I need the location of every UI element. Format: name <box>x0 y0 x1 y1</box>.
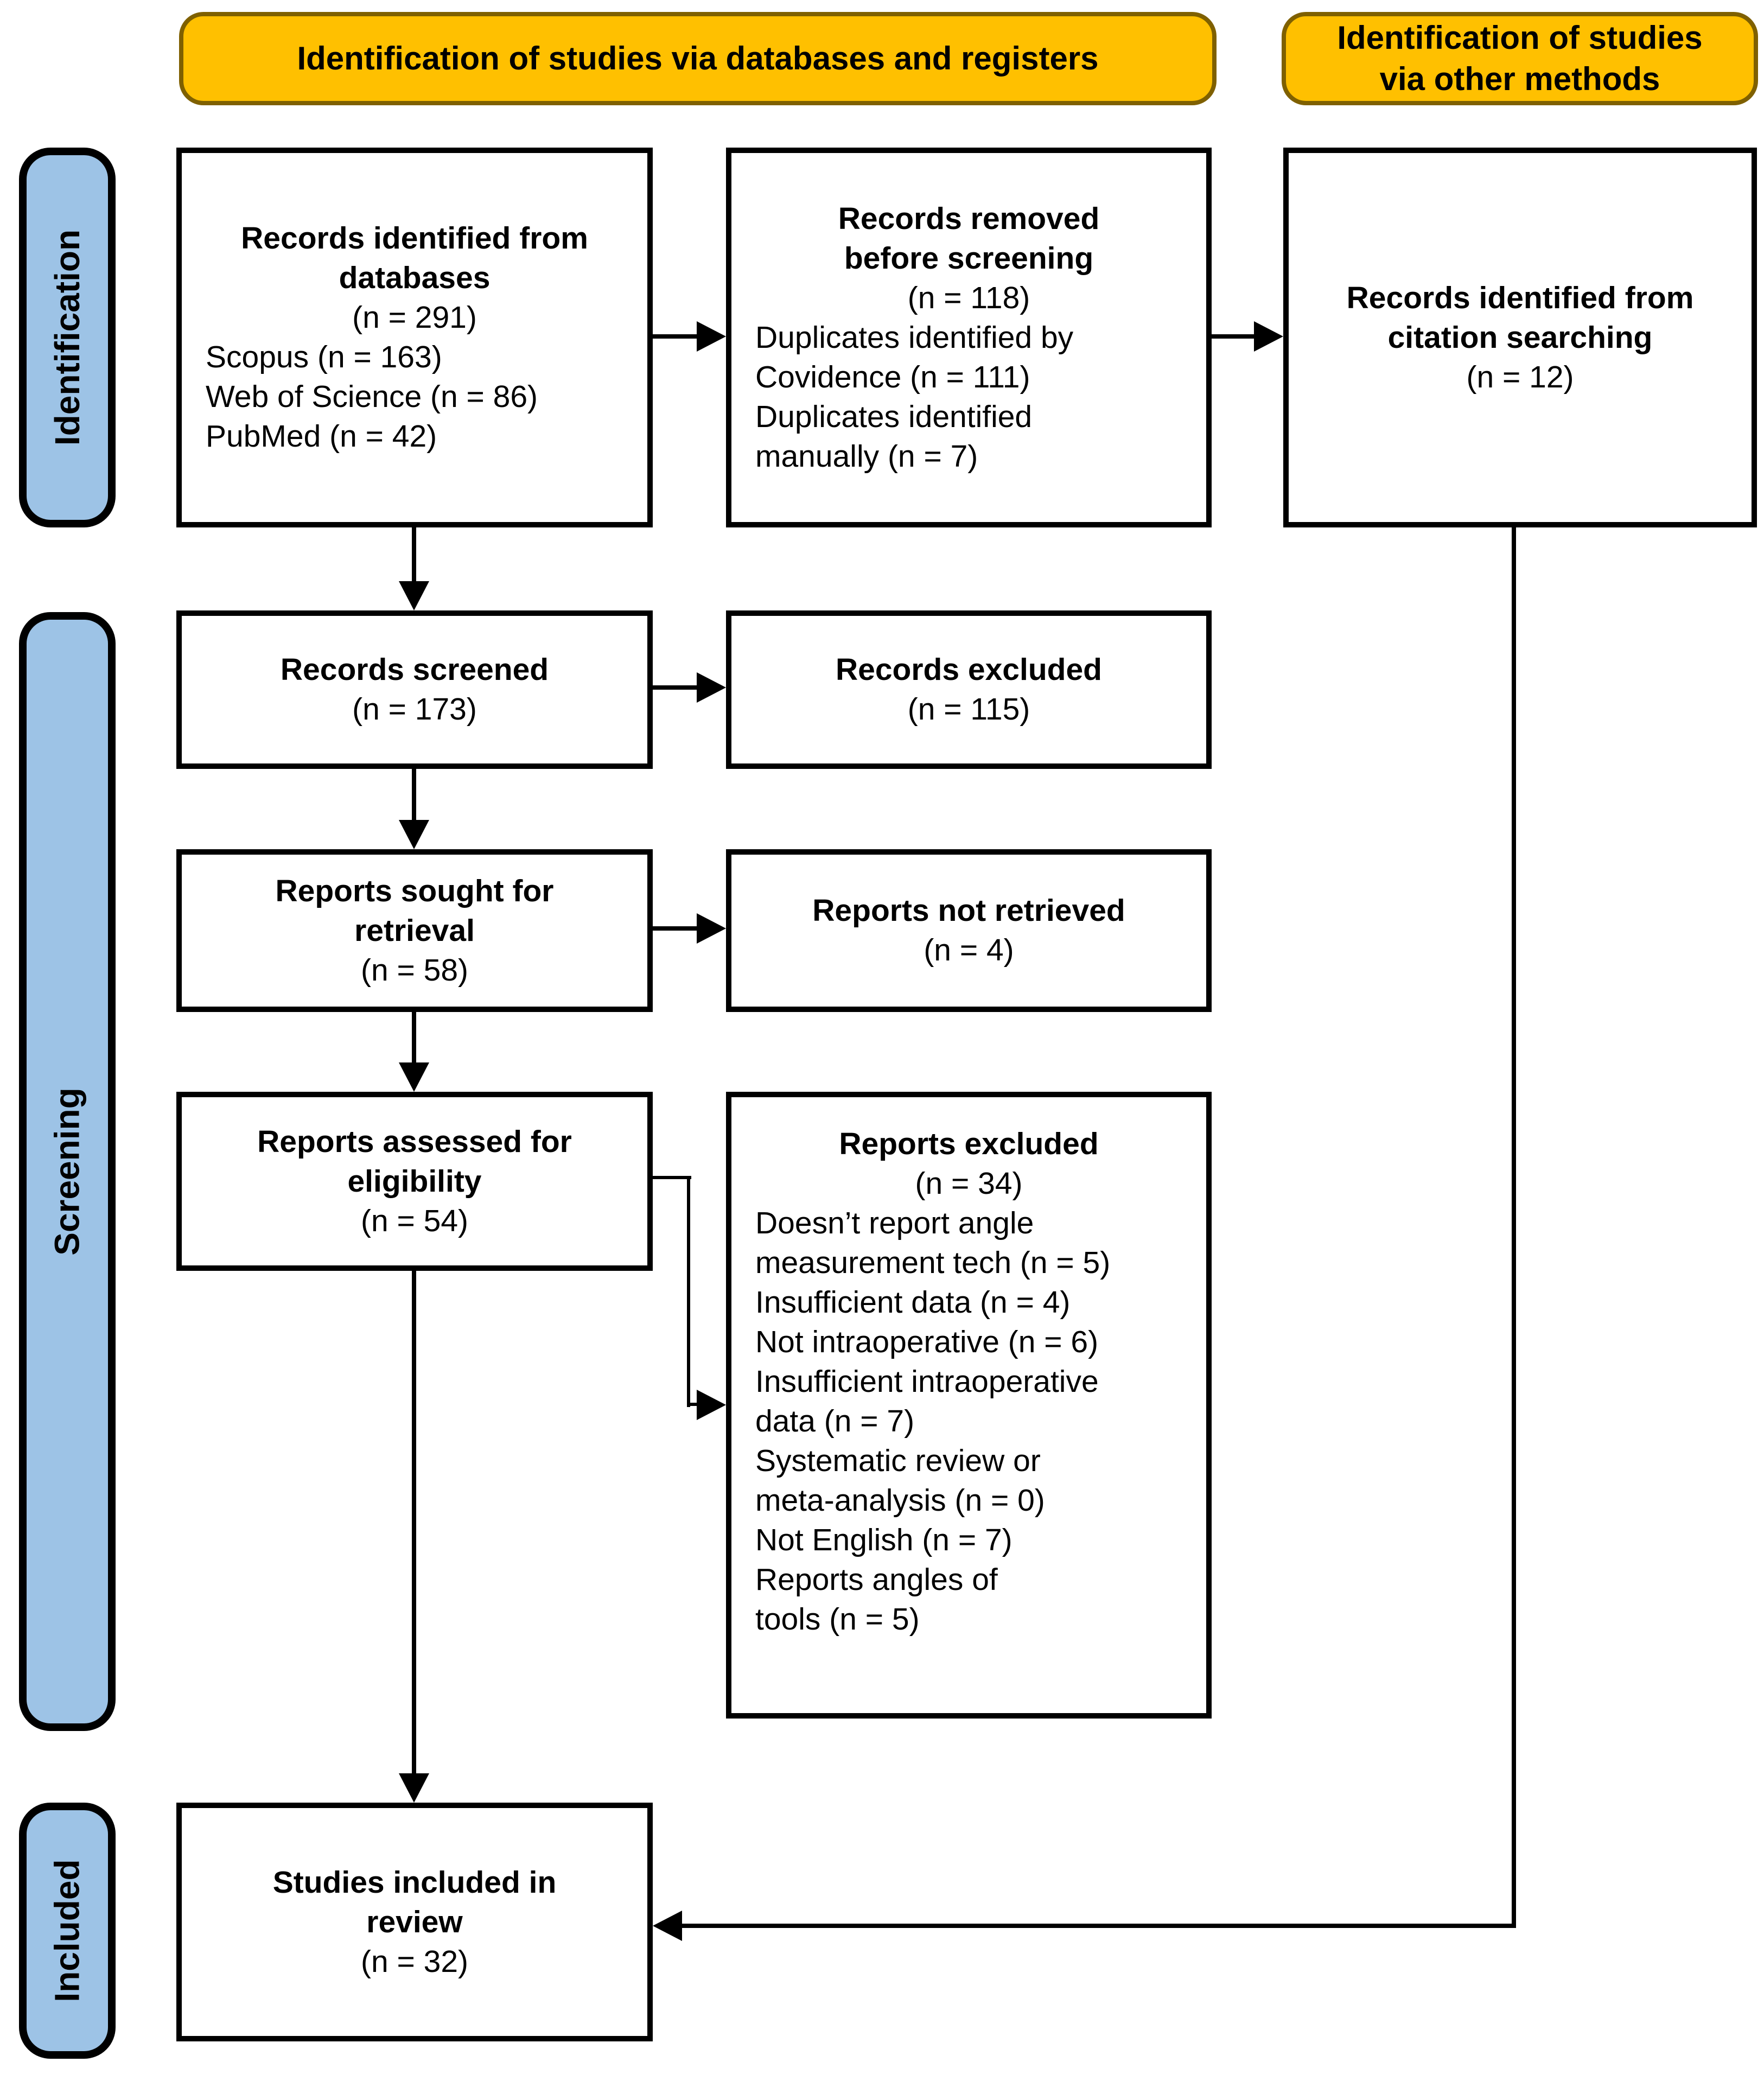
arrowhead-right-icon <box>1254 321 1283 352</box>
box-reports-excluded <box>726 1092 1212 1719</box>
header-text-line: via other methods <box>1379 61 1660 97</box>
connector-assessed-to-included <box>412 1271 416 1778</box>
box-reports-not-retrieved <box>726 849 1212 1012</box>
count-line: (n = 118) <box>907 280 1030 315</box>
box-records-screened <box>176 610 653 769</box>
box-heading: Reports not retrieved <box>812 893 1125 928</box>
text-line: eligibility <box>347 1163 482 1199</box>
text-line: Doesn’t report angle <box>755 1206 1034 1240</box>
count-line: (n = 54) <box>360 1203 469 1238</box>
text-line: Systematic review or <box>755 1443 1041 1478</box>
box-records-excluded <box>726 610 1212 769</box>
text-line: Not intraoperative (n = 6) <box>755 1325 1099 1359</box>
arrowhead-right-icon <box>697 321 726 352</box>
text-line: before screening <box>844 240 1094 276</box>
connector-identified-to-screened <box>412 527 416 586</box>
text-line: Not English (n = 7) <box>755 1523 1012 1557</box>
count-line: (n = 34) <box>915 1166 1023 1201</box>
count-line: (n = 291) <box>352 300 477 335</box>
connector-sought-to-assessed <box>412 1012 416 1068</box>
sidebar-label: Identification <box>48 229 87 446</box>
text-line: meta-analysis (n = 0) <box>755 1483 1045 1518</box>
box-heading <box>182 1863 647 1942</box>
count-line: (n = 115) <box>907 692 1030 727</box>
text-line: Studies included in <box>272 1864 557 1900</box>
text-line: Covidence (n = 111) <box>755 359 1030 394</box>
connector-citation-down <box>1512 527 1516 1928</box>
arrowhead-down-icon <box>399 1773 429 1803</box>
connector-citation-to-included <box>676 1924 1516 1928</box>
text-line: review <box>366 1904 463 1939</box>
text-line: Reports assessed for <box>257 1124 572 1159</box>
text-line: tools (n = 5) <box>755 1602 920 1637</box>
header-databases-registers <box>179 12 1217 105</box>
box-heading: Records screened <box>280 652 549 687</box>
count-line: (n = 173) <box>352 692 477 727</box>
text-line: Insufficient intraoperative <box>755 1364 1099 1399</box>
text-line: citation searching <box>1387 320 1653 355</box>
box-heading <box>182 219 647 298</box>
header-text: Identification of studies via databases and registers <box>297 40 1099 77</box>
box-records-removed <box>726 148 1212 527</box>
arrowhead-down-icon <box>399 1062 429 1092</box>
arrowhead-right-icon <box>697 672 726 703</box>
text-line: Duplicates identified <box>755 399 1033 434</box>
box-items <box>182 338 647 456</box>
text-line: data (n = 7) <box>755 1404 915 1439</box>
box-reports-sought <box>176 849 653 1012</box>
text-line: Insufficient data (n = 4) <box>755 1285 1071 1320</box>
count-line: (n = 12) <box>1466 359 1574 394</box>
arrowhead-down-icon <box>399 820 429 849</box>
sidebar-screening <box>19 612 116 1731</box>
box-items <box>731 318 1206 476</box>
box-heading: Reports excluded <box>839 1127 1099 1161</box>
text-line: databases <box>339 260 491 295</box>
arrowhead-down-icon <box>399 581 429 610</box>
box-studies-included <box>176 1803 653 2041</box>
text-line: Reports angles of <box>755 1562 998 1597</box>
text-line: retrieval <box>354 913 475 948</box>
text-line: Duplicates identified by <box>755 320 1074 355</box>
box-heading <box>182 871 647 951</box>
box-citation-searching <box>1283 148 1757 527</box>
text-line: Web of Science (n = 86) <box>206 379 538 414</box>
text-line: Scopus (n = 163) <box>206 340 442 374</box>
sidebar-label: Included <box>48 1859 87 2002</box>
header-text-line: Identification of studies <box>1337 20 1703 56</box>
header-other-methods <box>1282 12 1758 105</box>
box-records-identified <box>176 148 653 527</box>
text-line: Reports sought for <box>275 873 554 908</box>
arrowhead-right-icon <box>697 1390 726 1420</box>
text-line: manually (n = 7) <box>755 438 978 474</box>
sidebar-label: Screening <box>48 1087 87 1256</box>
connector-screened-to-sought <box>412 769 416 826</box>
connector-assessed-elbow-vertical <box>687 1176 690 1407</box>
count-line: (n = 4) <box>924 933 1014 968</box>
sidebar-identification <box>19 148 116 527</box>
box-heading: Records excluded <box>835 652 1102 687</box>
box-heading <box>1289 278 1752 358</box>
connector-assessed-elbow-top <box>653 1176 691 1179</box>
count-line: (n = 58) <box>360 952 469 988</box>
box-heading <box>731 199 1206 278</box>
text-line: Records identified from <box>241 221 588 256</box>
box-reports-assessed <box>176 1092 653 1271</box>
arrowhead-right-icon <box>697 913 726 944</box>
box-items <box>731 1204 1206 1639</box>
sidebar-included <box>19 1803 116 2059</box>
text-line: Records removed <box>838 201 1100 236</box>
text-line: PubMed (n = 42) <box>206 419 437 454</box>
box-heading <box>182 1122 647 1201</box>
text-line: measurement tech (n = 5) <box>755 1245 1111 1280</box>
arrowhead-left-icon <box>653 1911 682 1941</box>
count-line: (n = 32) <box>360 1944 469 1979</box>
text-line: Records identified from <box>1346 280 1694 315</box>
